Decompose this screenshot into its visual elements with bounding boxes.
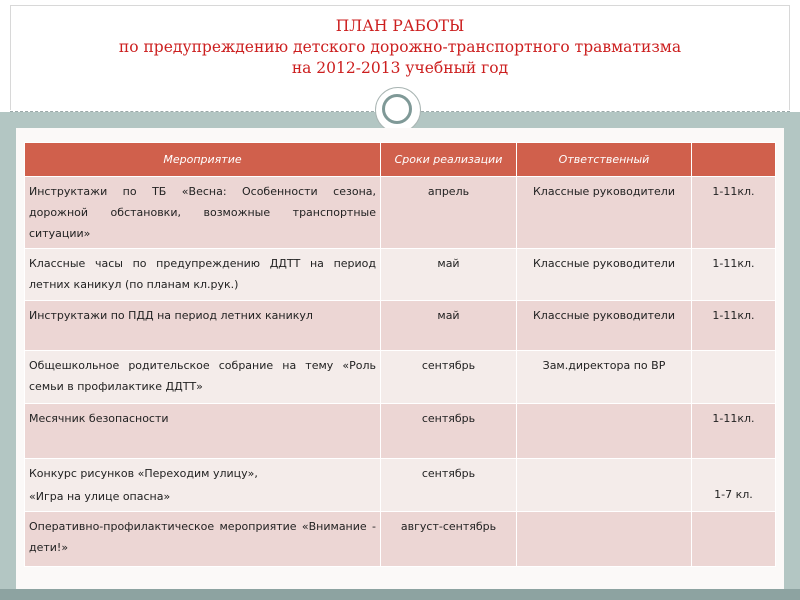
header-term: Сроки реализации: [381, 143, 517, 177]
term-cell: сентябрь: [381, 404, 517, 459]
table-row: [25, 459, 776, 512]
responsible-cell: Классные руководители: [517, 249, 692, 301]
title-line-2: по предупреждению детского дорожно-транспортного травматизма: [118, 38, 682, 56]
header-responsible: Ответственный: [517, 143, 692, 177]
classes-cell: [692, 351, 776, 404]
header-event: Мероприятие: [25, 143, 381, 177]
table-row: [25, 249, 776, 301]
term-cell: май: [381, 249, 517, 301]
table-row: [25, 512, 776, 567]
table-row: [25, 351, 776, 404]
event-cell: Инструктажи по ПДД на период летних каникул: [25, 301, 381, 351]
classes-cell: [692, 512, 776, 567]
classes-cell: 1-11кл.: [692, 177, 776, 249]
responsible-cell: Классные руководители: [517, 301, 692, 351]
plan-table: [24, 142, 776, 567]
term-cell: апрель: [381, 177, 517, 249]
event-line-2: «Игра на улице опасна»: [29, 490, 171, 503]
event-line-1: Конкурс рисунков «Переходим улицу»,: [29, 467, 258, 480]
classes-cell: 1-11кл.: [692, 249, 776, 301]
table-row: [25, 404, 776, 459]
table-row: [25, 177, 776, 249]
responsible-cell: [517, 512, 692, 567]
event-cell: Месячник безопасности: [25, 404, 381, 459]
bottom-bar: [0, 589, 800, 600]
event-cell: [25, 459, 381, 512]
event-cell: Классные часы по предупреждению ДДТТ на период летних каникул (по планам кл.рук.): [25, 249, 381, 301]
event-cell: Общешкольное родительское собрание на тему «Роль семьи в профилактике ДДТТ»: [25, 351, 381, 404]
term-cell: сентябрь: [381, 459, 517, 512]
responsible-cell: Классные руководители: [517, 177, 692, 249]
event-cell: Оперативно-профилактическое мероприятие «Внимание - дети!»: [25, 512, 381, 567]
term-cell: сентябрь: [381, 351, 517, 404]
table-row: [25, 301, 776, 351]
responsible-cell: [517, 459, 692, 512]
term-cell: август-сентябрь: [381, 512, 517, 567]
classes-cell: 1-11кл.: [692, 404, 776, 459]
header-top-line: [10, 5, 790, 6]
page-title: [0, 16, 800, 79]
classes-cell: 1-11кл.: [692, 301, 776, 351]
classes-cell: [692, 459, 776, 512]
term-cell: май: [381, 301, 517, 351]
title-line-1: ПЛАН РАБОТЫ: [335, 17, 465, 35]
header-classes: [692, 143, 776, 177]
classes-value: 1-7 кл.: [714, 488, 753, 501]
responsible-cell: Зам.директора по ВР: [517, 351, 692, 404]
event-cell: Инструктажи по ТБ «Весна: Особенности сезона, дорожной обстановки, возможные транспортные ситуации»: [25, 177, 381, 249]
title-line-3: на 2012-2013 учебный год: [291, 59, 509, 77]
responsible-cell: [517, 404, 692, 459]
table-header-row: [25, 143, 776, 177]
circle-ornament-icon: [375, 87, 421, 133]
